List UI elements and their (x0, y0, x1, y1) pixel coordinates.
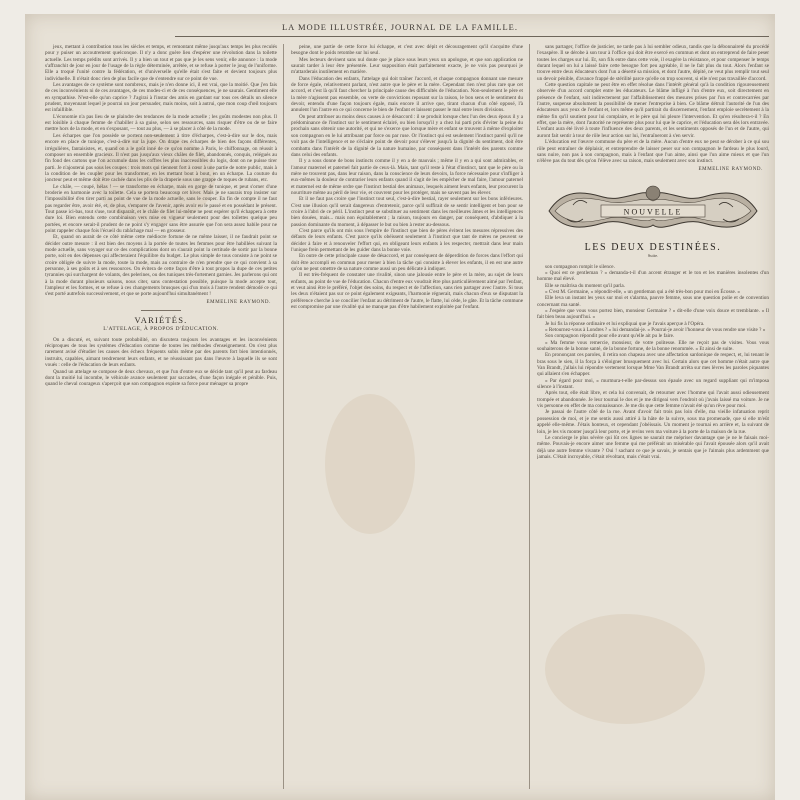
paragraph: « Ma femme vous remercie, monsieur, de votre politesse. Elle ne reçoit pas de visites. Vous vous souhaiterons de la bonne santé, de la bonne fortune, de la bonne renommée. » Et ainsi de suite. (537, 339, 769, 353)
paragraph: Elle se maîtrisa du moment qu'il parla. (545, 282, 626, 289)
column-divider (529, 44, 530, 789)
paragraph: son compagnon rompit le silence. (545, 263, 615, 270)
paragraph: Mes lecteurs devinent sans nul doute que je place sous leurs yeux un apologue, et que son application ne saurait tarder à leur être présentée. Leur supposition était parfaitement exacte, je ne vois pas pourquoi je m'attarderais inutilement en matière. (291, 56, 523, 76)
paragraph: peine, une partie de cette force lui échappe, et c'est avec dépit et découragement qu'il s'acquitte d'une besogne dont le poids retombe sur lui seul. (291, 44, 523, 57)
paragraph: L'économie n'a pas lieu de se plaindre des tendances de la mode actuelle ; les goûts modestes non plus. Il est loisible à chaque femme de s'habiller à sa guise, selon ses ressources, sans risquer d'être ou de se faire mettre hors de la mode, et en s'exposant, — tout au plus, — à se placer à côté de la mode. (45, 113, 277, 133)
paragraph: Je passai de l'autre côté de la rue. Avant d'avoir fait trois pas loin d'elle, ma vieille infatuation reprit possession de moi, et je me sentis aussi attiré à la hâte de la suivre, sous ma promenade, que si elle m'eût appelé elle-même. J'étais honteux, et cependant j'obéissais. Un moment je tournai en arrière et, la suivant de loin, je les vis monter jusqu'à leur porte, et je revins vers ma voiture à la porte de la maison de la rue. (537, 409, 769, 435)
story-paragraphs (537, 264, 769, 461)
ornamental-banner-icon (543, 181, 763, 239)
paragraph: En prononçant ces paroles, il retira son chapeau avec une affectation sardonique de respect, et, lui tenant le bras sous le sien, il la força à s'éloigner brusquement avec lui. Certain alors que cet homme n'était autre que Van Brandt, j'allais lui répondre vertement lorsque Mme Van Brandt arrêta sur mes lèvres les paroles piquantes qui allaient s'en échapper. (537, 352, 769, 378)
column-1-paragraphs-2 (45, 337, 277, 388)
column-2-paragraphs (291, 44, 523, 310)
paragraph: « Quoi est ce gentleman ? » demanda-t-il d'un accent étranger et le ton et les manières insolentes d'un homme mal élevé. (537, 269, 769, 283)
column-3-paragraphs (537, 44, 769, 165)
story-subtitle: Suite. (647, 253, 659, 259)
section-subtitle: L'ATTELAGE, À PROPOS D'ÉDUCATION. (103, 326, 219, 333)
paragraph: C'est parce qu'ils ont mis sous l'empire de l'instinct que bien de pères évitent les mesures répressives des défauts de leurs enfants. C'est parce qu'ils obéissent seulement à l'instinct que tant de mères ne peuvent se décider à faire et à renouveler l'effort qui, en obligeant leurs enfants à les respecter, mettrait dans leur main l'unique frein permettant de les guider dans la bonne voie. (291, 227, 523, 253)
banner-label: NOUVELLE (623, 207, 683, 217)
section-title-varietes: VARIÉTÉS. (134, 315, 188, 326)
paragraph: En outre de cette principale cause de désaccord, et par conséquent de déperdition de forces dans l'effort qui doit être accompli en commun pour mener à bien la tâche qui consiste à élever les enfants, il en est une autre qu'on ne peut omettre de sa nature comme aussi un peu délicate à indiquer. (291, 253, 523, 273)
paragraph: Cette question capitale ne peut être en effet résolue dans l'intérêt général qu'à la condition rigoureusement observée d'un accord complet entre les éducateurs. Le blâme infligé à l'un d'entre eux, soit directement en présence de l'enfant, soit indirectement par l'affaiblissement des mesures prises par l'un et contrecarrées par l'autre, suspense absolument la possibilité de mener l'entreprise à bien. Ce blâme détruit l'autorité de l'un des éducateurs aux yeux de l'enfant et, lors même qu'il partirait du discernement, l'enfant emploie secrètement à la même fin qu'il soutient pour lui complaire, et le père qui lui pleure l'intervention. Et qu'en résultera-t-il ? En effet, que la mère, dont l'autorité ne représente plus pour lui que le caprice, et l'éducation sera dès lors entravée. L'enfant aura été livré à toute l'influence des deux parents, et les sentiments opposés de l'un et de l'autre, qui auront fait sentir à tour de rôle leur action sur lui, l'entraîneront à s'en servir. (537, 82, 769, 139)
paragraph: Le châle, — coupé, hélas ! — se transforme en écharpe, mais en gorge de tunique, et peut s'orner d'une broderie en harmonie avec la toilette. Cela se portera beaucoup cet hiver. Mais je ne saurais trop insister sur l'impossibilité d'en tirer parti au point de vue de la mode actuelle, sans le couper. En fin de compte il ne faut pas regarder être, avoir été, et, de plus, s'emparer de l'avenir, après avoir eu le passé et en possédant le présent. Tout passe ici-bas, tout s'use, tout disparaît, et le châle de filet lui-même ne peut espérer qu'il échappera à cette dure loi. Bien entendu cette combinaison vers mise en vigueur seulement pour des toilettes quelque peu portées, et encore serait-il prudent de ne point s'y engager sans être assurée que l'on sera assez habile pour ne point rappeler chaque fois l'écueil du rabâchage mal — en grosseur. (45, 183, 277, 234)
paragraph: Le concierge le plus sévère qui lût ces lignes ne saurait me mépriser davantage que je ne le faisais moi-même. Pouvais-je encore aimer une femme qui me préférait un misérable qui l'avait épousée alors qu'il avait déjà une autre femme vivante ? Oui ! sachant ce que je savais, je sentais que je l'aimais plus ardemment que jamais. C'était incroyable, c'était révoltant, mais c'était vrai. (537, 434, 769, 460)
paragraph: On peut attribuer au moins deux causes à ce désaccord : il se produit lorsque chez l'un des deux époux il y a prédominance de l'instinct sur le sentiment éclairé, ou bien lorsqu'il y a chez lui parti pris d'éviter la peine du prochain sans obtenir une autorité, et qui ne s'exerce que lorsque mère et enfant se trouvent à même d'exploiter son compagnon en le lui attribuant par force ou par ruse. Or l'instinct qui est seulement l'instinct pareil qu'il ne voit pas de l'intelligence et ne s'éclaire point de devoir pour s'élever jusqu'à la dignité du sentiment, doit être combattu dans l'intérêt de la dignité de la nature humaine, par conséquent dans l'intérêt des parents comme dans celui des enfants. (291, 113, 523, 158)
paragraph: Après tout, elle était libre, et cela lui convenait, de retourner avec l'homme qui l'avait aussi odieusement trompée et abandonnée. Je leur tournai le dos et je me dirigeai vers l'endroit où j'avais laissé ma voiture. Je ne vis personne en effet de ma connaissance. Je me dis que cette femme n'avait été qu'un rêve pour moi. (537, 390, 769, 410)
column-3 (537, 44, 769, 789)
paragraph: « Par égard pour moi, » murmura-t-elle par-dessus son épaule avec un regard suppliant qui m'imposa silence à l'instant. (537, 377, 769, 391)
paragraph: Les écharpes que l'on possède se portent non-seulement à titre d'écharpes, c'est-à-dire sur le dos, mais encore en place de tunique, c'est-à-dire sur la jupe. On drape ces écharpes de bien des façons différentes, irrégulières, fantaisistes, et, quand on a le goût inné de ce qu'on nomme à Paris, le chiffonnage, on réussit à composer un ensemble gracieux. Il n'est pas jusqu'aux vieux châles de filet, abandonnés, conquis, relégués au fin fond des cartons que l'on accumule dans les coffres les plus inaccessibles du logis, dont on ne puisse tirer parti. Je n'ajouterai pas sous les coupes : trois mots qui tiennent fort à cœur à une partie de notre public, mais à la condition de les coupler pour les transformer, en les mettant bout à bout, en un écharpe. La couture du joncteur peut et même doit être cachée dans les plis de la draperie sous une grappe de toques de rubans, etc. (45, 132, 277, 184)
section-divider (141, 310, 181, 311)
paragraph: Elle leva un instant les yeux sur moi et s'alarma, pauvre femme, sous une question polie et de convention concernant ma santé. (537, 295, 769, 308)
story-title: LES DEUX DESTINÉES. (584, 241, 722, 253)
paragraph: Les avantages de ce système sont nombreux, mais je n'en donne ici, il est vrai, que la moitié. Que j'en fais de ces inconvénients ni de ces avantages, de ces modes-ci et de ces conséquences, je ne saurais. Gentiment elle en sympathise. N'est-elle qu'un caprice ? J'agirai à l'instar des amis en gardant sur tous ces détails un silence prudent, moyennant lequel je pourrai un jour persuader, mais moins, soit à autrui, que mon coup d'œil toujours est infaillible. (45, 82, 277, 114)
paragraph: « J'espère que vous vous portez bien, monsieur Germaine ? » dit-elle d'une voix douce et tremblante. « Il fait bien beau aujourd'hui. » (537, 307, 769, 321)
paragraph: Je lui fis la réponse ordinaire et lui expliquai que je l'avais aperçue à l'Opéra. (545, 320, 705, 327)
author-signature: EMMELINE RAYMOND. (698, 166, 763, 172)
paragraph: On a discuté, et, suivant toute probabilité, on discutera toujours les avantages et les inconvénients réciproques de tous les systèmes d'éducation comme de toutes les méthodes d'enseignement. On s'est plus rarement avisé d'étudier les causes des échecs fréquents subis même par des parents fort bien intentionnés, instruits, capables, aimant tendrement leurs enfants, et ne réussissant pas dans l'œuvre à laquelle ils se sont voués : celle de l'éducation de leurs enfants. (45, 336, 277, 369)
paragraph: Dans l'éducation des enfants, l'attelage qui doit traîner l'accord, et chaque compagnon donnant une mesure de force égale, relativement parlant, n'est autre que le père et la mère. Cependant rien n'est plus rare que cet accord, et c'est là qu'il faut chercher la principale cause des difficultés de l'éducation. Non-seulement le père et la mère n'agissent pas ensemble, ou verte de convictions reposant sur la raison, le bon sens et le sentiment du devoir, entendu d'une façon toujours égale, mais encore il arrive que, tirant chacun d'un côté opposé, l'à annulent l'un l'autre en ce qui concerne le bien de l'enfant et laissent passer le mal entre leurs divisions. (291, 75, 523, 114)
paragraph: Et, quand on aurait de ce côté même cette médiocre fortune de ne même laisser, il ne faudrait point se décider outre mesure : il est bien des moyens à la portée de toutes les femmes pour être habillées suivant la mode actuelle, sans voyager sur ce des complications dont on s'aurait point la certitude de sortir par la bonne porte, soit en des dépenses qui affecteraient l'équilibre du budget. Le plus simple de tous consiste à ne point se croire obligée de suivre la mode, toute la mode, mais au contraire de n'en prendre que ce qui convient à sa personne, à ses goûts et à ses ressources. On évitera de cette façon d'être à tout propos la dupe de ces petites tyrannies qui surchargent de volants, des pelerines, ou des tuniques très-fortement garnies. Jes parlerons qui ont à la mode durant plusieurs saisons, nous citer, sans contestation possible, puisque la mode accepte tout, l'ampleur et les formes, et se refuse à ces changements brusques qui d'un mois à l'autre rendent démodé ce qui s'est porté autrefois successivement, et que se porte aujourd'hui simultanément ! (45, 234, 277, 298)
column-2 (291, 44, 523, 789)
paragraph: « C'est M. Germaine, » répondit-elle, « un gentleman qui a été très-bon pour moi en Écosse. » (545, 288, 740, 295)
paragraph: Et il ne faut pas croire que l'instinct tout seul, c'est-à-dire bestial, rayer seulement sur les bons inférieures. C'est une illusion qu'il serait dangereux d'entretenir, parce qu'il suffirait de se sentir intelligent et bon pour se croire à l'abri de ce péril. L'instinct peut se substituer au sentiment dans les meilleures âmes et les intelligences bien douées, mais... mais non équitablement ; la raison, toujours en danger, par conséquent, d'abdiquer à la passion dominante du moment, à dépasser le but ou bien à rester au-dessous. (291, 196, 523, 228)
author-signature: EMMELINE RAYMOND. (206, 299, 271, 305)
paragraph: sans partager, l'office de justicier, ne tarde pas à lui sembler odieux, tandis que la débonnaireté du procédé l'exaspère. Il se dérobe à son tour à l'office qui doit être exercé en commun et dont on entreprend de faire peser toutes les charges sur lui. Et, son fils entre dans cette voie, il exagère la résistance, et pour compenser le temps durant lequel on lui a laissé faire cette besogne fort peu agréable, il ne le fait plus du tout. Alors l'enfant se trouve entre deux éducateurs dont l'un a déserté sa mission, et dont l'autre, dépité, ne veut plus remplir tout seul un devoir pénible, d'avance frappé de stérilité parce qu'elle on trop souvent, si elle n'est pas travaillée d'accord. (537, 44, 769, 82)
column-divider (283, 44, 284, 789)
paragraph: Il est très-fréquent de constater une rivalité, sinon une jalousie entre le père et la mère, au sujet de leurs enfants, au point de vue de l'éducation. Chacun d'entre eux voudrait être plus particulièrement aimé par l'enfant, et veut ainsi être le préféré, l'objet des soins, du respect et de l'affection, sans rien partager avec l'autre. Si tous les deux n'étaient pas sur ce point également exigeants, l'harmonie régnerait, mais chacun d'eux se disputant la préférence cherche à se concilier l'enfant au détriment de l'autre, le flatte, lui cède, le gâte. Et la tâche commune est compromise par une rivalité qui ne manque pas d'être habilement exploitée par l'enfant. (291, 272, 523, 311)
header-rule (175, 36, 769, 37)
paragraph: « Retournez-vous à Londres ? » lui demandai-je. « Pourrai-je avoir l'honneur de vous rendre une visite ? » (545, 327, 766, 333)
paragraph: Il y a sous donne de bons instincts comme il y en a de mauvais ; même il y en a qui sont admirables, et l'amour maternel et paternel fait partie de ceux-là. Mais, tant qu'il reste à l'état d'instinct, tant que le père ou la mère ne trouvent pas, dans leur raison, dans la conscience de leurs devoirs, la force nécessaire pour s'infliger à eux-mêmes la douleur de contrarier leurs enfants quand il s'agit de les empêcher de mal faire, l'amour paternel et maternel est de même ordre que l'instinct bestial des animaux, lesquels aiment leurs enfants, leur procurent la nourriture même au péril de leur vie, et couvrent pour les protéger, mais ne savent pas les élever. (291, 158, 523, 196)
page-header: LA MODE ILLUSTRÉE, JOURNAL DE LA FAMILLE. (281, 22, 518, 32)
column-1-paragraphs (45, 44, 277, 298)
paragraph: Son compagnon répondit pour elle avant qu'elle ait pu le faire. (545, 333, 675, 340)
paragraph: L'éducation est l'œuvre commune du père et de la mère. Aucun d'entre eux ne peut se dérober à ce qui sou rôle peut entraîner de déplaisir, et entreprendre de laisser peser sur son compagnon le fardeau le plus lourd, sans nuire, non pas à son compagnon, mais à l'enfant que l'un aime, ainsi que l'un aime mieux et que l'un n'élève pas du tout dès qu'on l'élève avec sa raison, mais seulement avec son instinct. (537, 139, 769, 165)
paragraph: Quand un attelage se compose de deux chevaux, et que l'un d'entre eux se décide tant qu'il peut au fardeau dont la moitié lui incombe, le véhicule avance seulement par saccades, d'une façon inégale et pénible. Puis, quand le cheval courageux s'aperçoit que son compagnon expiste sa force pour ménager sa propre (45, 368, 277, 388)
paragraph: jeux, mettant à contribution tous les siècles et temps, et remontant même jusqu'aux temps les plus reculés pour y puiser un accoutrement quelconque. Il n'y a donc guère lieu d'espérer une révolution dans la toilette actuelle. Les temps prédits sont arrivés. Il y a bien un tout et pas que je les sens venir, elle annonce : la mode s'affranchit de jour en jour de l'usage de la règle déterminée, arrêtée, et se refuse à porter le joug de l'uniforme. Elle a troqué l'unité contre la fédération, et d'universelle qu'elle était s'est faite et devient toujours plus individuelle. Il n'était donc rien de plus facile que de s'entendre sur ce point de vue. (45, 44, 277, 82)
column-1 (45, 44, 277, 789)
newspaper-page (25, 14, 775, 800)
nouvelle-banner (543, 181, 763, 239)
